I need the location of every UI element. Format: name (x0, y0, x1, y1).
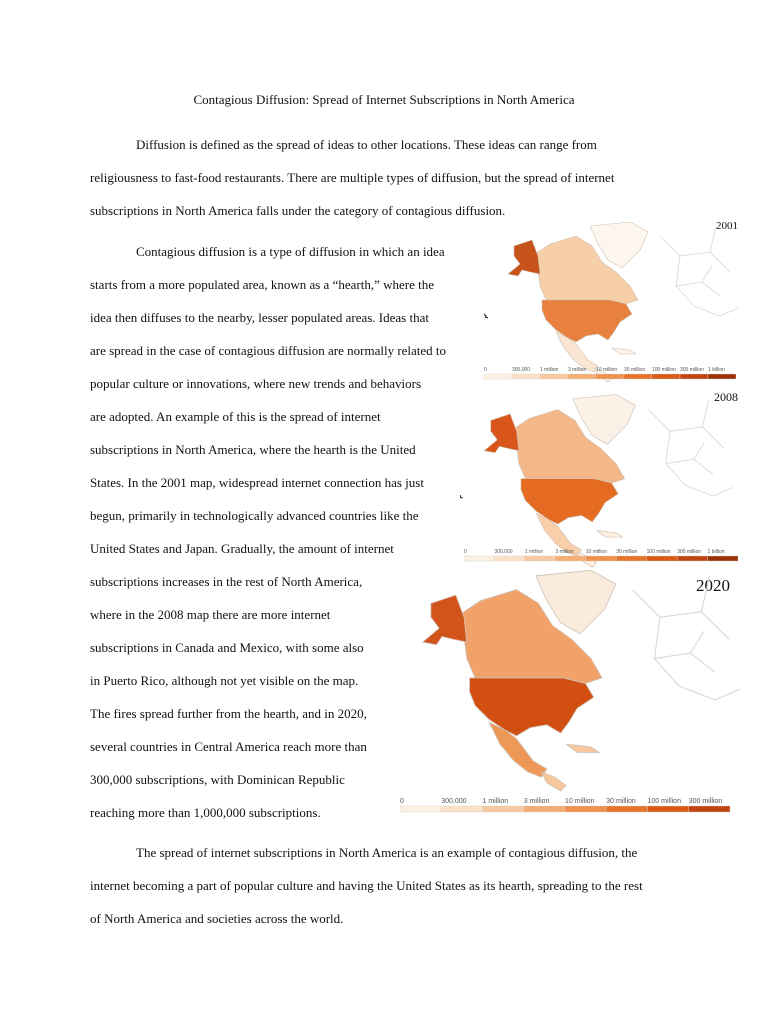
legend-swatch (680, 374, 708, 379)
legend (400, 798, 730, 812)
legend-tick-label: 3 million (555, 549, 574, 555)
legend-tick-label: 300 million (677, 549, 702, 555)
region-alaska (508, 240, 540, 276)
map-regions (484, 222, 738, 382)
legend-tick-label: 300 million (688, 798, 723, 805)
legend-tick-label: 30 million (606, 798, 636, 805)
text-line: subscriptions in North America falls under the category of contagious diffusion. (90, 203, 506, 218)
region-alaska (484, 414, 519, 453)
text-line: several countries in Central America reach more than (90, 739, 367, 754)
north-america-map (396, 570, 742, 822)
legend-tick-label: 0 (464, 549, 467, 555)
region-usa (470, 678, 594, 736)
background-border-line (680, 252, 730, 272)
map-2001 (480, 216, 742, 388)
text-line: Diffusion is defined as the spread of ideas to other locations. These ideas can range from (136, 137, 597, 152)
legend-swatch (616, 556, 646, 561)
background-border-line (670, 427, 724, 449)
text-line: subscriptions in Canada and Mexico, with some also (90, 640, 364, 655)
map-2008 (460, 386, 742, 572)
background-border-line (702, 266, 712, 282)
text-line: of North America and societies across the world. (90, 911, 344, 926)
text-line: The spread of internet subscriptions in North America is an example of contagious diffusion, the (136, 845, 638, 860)
legend-swatch (484, 374, 512, 379)
legend-swatch (494, 556, 524, 561)
region-central (541, 744, 599, 791)
legend-tick-label: 10 million (585, 549, 607, 555)
background-border-line (702, 399, 708, 427)
legend-swatch (586, 556, 616, 561)
legend-swatch (464, 556, 494, 561)
legend-tick-label: 30 million (624, 367, 646, 373)
north-america-map (480, 216, 742, 388)
north-america-map (460, 386, 742, 572)
legend-tick-label: 0 (400, 798, 404, 805)
document-title: Contagious Diffusion: Spread of Internet Subscriptions in North America (193, 92, 575, 107)
text-line: popular culture or innovations, where new trends and behaviors (90, 376, 422, 391)
region-hawaii (484, 314, 488, 318)
text-line: reaching more than 1,000,000 subscriptions. (90, 805, 321, 820)
text-line: in Puerto Rico, although not yet visible on the map. (90, 673, 359, 688)
legend-swatch (555, 556, 585, 561)
background-border-line (660, 612, 729, 640)
legend-swatch (512, 374, 540, 379)
legend-tick-label: 10 million (596, 367, 618, 373)
legend-swatch (400, 806, 441, 812)
legend (484, 367, 736, 379)
legend (464, 549, 738, 561)
legend-swatch (565, 806, 606, 812)
text-line: United States and Japan. Gradually, the amount of internet (90, 541, 394, 556)
text-line: subscriptions in North America, where the hearth is the United (90, 442, 416, 457)
legend-swatch (652, 374, 680, 379)
legend-swatch (540, 374, 568, 379)
legend-tick-label: 1 million (540, 367, 559, 373)
region-hawaii (460, 494, 463, 498)
legend-tick-label: 100 million (652, 367, 676, 373)
legend-tick-label: 300 million (680, 367, 704, 373)
map-regions (396, 570, 740, 791)
text-line: begun, primarily in technologically advanced countries like the (90, 508, 419, 523)
background-border-line (690, 631, 704, 653)
map-regions (460, 394, 733, 567)
legend-swatch (483, 806, 524, 812)
map-year-label: 2020 (696, 576, 730, 595)
legend-swatch (596, 374, 624, 379)
legend-tick-label: 100 million (647, 798, 681, 805)
legend-swatch (677, 556, 707, 561)
background-border-line (648, 410, 685, 486)
legend-tick-label: 300,000 (512, 367, 531, 373)
legend-swatch (525, 556, 555, 561)
text-line: religiousness to fast-food restaurants. There are multiple types of diffusion, but the spread of internet (90, 170, 615, 185)
text-line: subscriptions increases in the rest of North America, (90, 574, 363, 589)
legend-swatch (648, 806, 689, 812)
text-line: are adopted. An example of this is the spread of internet (90, 409, 381, 424)
legend-swatch (647, 556, 677, 561)
background-border-line (701, 576, 709, 612)
map-year-label: 2001 (716, 220, 738, 232)
text-line: States. In the 2001 map, widespread internet connection has just (90, 475, 424, 490)
background-border-line (694, 442, 705, 459)
legend-swatch (689, 806, 730, 812)
background-border-line (679, 686, 740, 700)
legend-tick-label: 10 million (565, 798, 595, 805)
legend-tick-label: 300,000 (494, 549, 513, 555)
legend-tick-label: 1 million (482, 798, 509, 805)
region-usa (521, 479, 618, 524)
legend-swatch (708, 374, 736, 379)
background-border-line (660, 236, 694, 306)
legend-swatch (606, 806, 647, 812)
legend-tick-label: 30 million (616, 549, 638, 555)
text-line: idea then diffuses to the nearby, lesser populated areas. Ideas that (90, 310, 429, 325)
legend-tick-label: 0 (484, 367, 487, 373)
text-line: starts from a more populated area, known as a “hearth,” where the (90, 277, 434, 292)
text-line: The fires spread further from the hearth, and in 2020, (90, 706, 367, 721)
background-border-line (694, 306, 738, 316)
region-alaska (423, 595, 467, 645)
background-border-line (685, 485, 733, 496)
background-border-line (632, 590, 679, 687)
text-line: 300,000 subscriptions, with Dominican Republic (90, 772, 345, 787)
legend-tick-label: 1 million (524, 549, 544, 555)
legend-swatch (624, 374, 652, 379)
map-year-label: 2008 (714, 390, 738, 404)
background-border-line (710, 226, 716, 252)
legend-tick-label: 3 million (568, 367, 587, 373)
map-2020 (396, 570, 742, 822)
legend-swatch (441, 806, 482, 812)
text-line: where in the 2008 map there are more internet (90, 607, 331, 622)
legend-swatch (568, 374, 596, 379)
text-line: internet becoming a part of popular culture and having the United States as its hearth, spreading to the rest (90, 878, 643, 893)
text-line: are spread in the case of contagious diffusion are normally related to (90, 343, 447, 358)
legend-tick-label: 1 billion (707, 549, 725, 555)
legend-swatch (524, 806, 565, 812)
legend-tick-label: 1 billion (708, 367, 725, 373)
legend-tick-label: 100 million (646, 549, 671, 555)
legend-tick-label: 3 million (523, 798, 550, 805)
legend-tick-label: 300,000 (441, 798, 467, 805)
region-usa (542, 300, 632, 342)
text-line: Contagious diffusion is a type of diffusion in which an idea (136, 244, 445, 259)
legend-swatch (708, 556, 738, 561)
